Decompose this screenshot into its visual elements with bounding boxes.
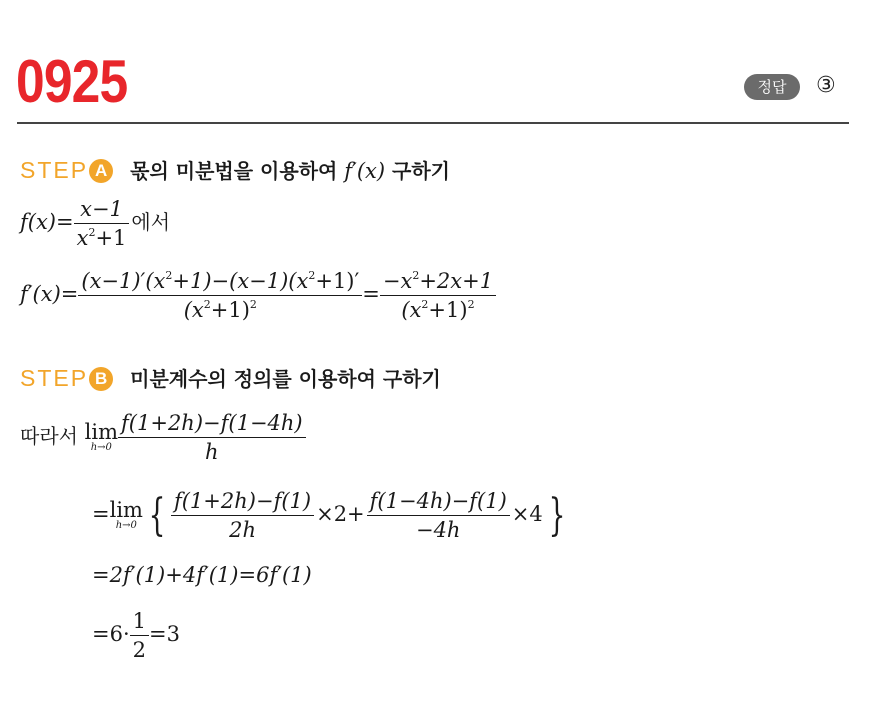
line2-equals: = [362,282,380,306]
step-a-line1 [20,196,170,251]
step-b-line2 [92,488,571,543]
line-b2-fraction-2 [367,488,510,543]
line-b4-den: 2 [132,638,147,662]
step-b-line4 [92,608,180,663]
line-b1-limit: lim h→0 [84,419,119,453]
line1-fraction [74,196,130,251]
answer-badge: 정답 [744,74,800,100]
line2-lhs: f′(x)= [20,282,79,306]
step-a-title: 몫의 미분법을 이용하여 f′(x) 구하기 [130,159,450,183]
right-brace: } [548,489,566,541]
step-a-line2 [20,268,496,323]
line-b2-den2: −4h [415,518,461,542]
step-b-label: STEP B [20,365,113,391]
step-b-line1 [20,410,306,465]
line-b1-fraction [118,410,306,465]
line2-fraction-1 [78,268,362,323]
left-brace: { [148,489,166,541]
step-a-title-math: f′(x) [344,159,386,183]
step-a-label: STEP A [20,157,113,183]
line-b2-equals: = [92,502,110,526]
line-b2-den1: 2h [229,518,256,542]
line-b2-mid: ×2+ [316,502,365,526]
line-b2-num1: f(1+2h)−f(1) [171,488,314,516]
line1-den: $x^2+1$ [76,226,127,250]
step-b-line3: =2f′(1)+4f′(1)=6f′(1) [92,563,312,587]
step-b-title: 미분계수의 정의를 이용하여 구하기 [130,367,441,391]
step-a-heading [20,156,450,185]
line-b1-den: h [205,440,219,464]
line-b2-limit: lim h→0 [109,497,143,531]
step-a-letter: A [89,159,113,183]
line-b1-num: f(1+2h)−f(1−4h) [118,410,306,438]
line-b4-post: =3 [149,622,180,646]
line2-fraction-2 [380,268,496,323]
line-b4-num: 1 [130,608,149,636]
line2-den2: $(x^2+1)^2$ [401,298,475,322]
line-b2-fraction-1 [171,488,314,543]
step-b-letter: B [89,367,113,391]
line-b1-prefix: 따라서 [20,424,78,448]
line2-num1: $(x-1)'(x^2+1)-(x-1)(x^2+1)'$ [78,268,362,296]
line-b2-num2: f(1−4h)−f(1) [367,488,510,516]
line2-num2: $-x^2+2x+1$ [380,268,496,296]
step-b-heading [20,364,441,393]
answer-value: ③ [816,73,836,98]
line-b2-tail: ×4 [511,502,543,526]
header-divider [17,122,849,124]
line2-den1: $(x^2+1)^2$ [183,298,257,322]
line1-suffix: 에서 [131,210,171,234]
line1-lhs: f(x)= [20,210,74,234]
line-b4-pre: =6· [92,622,130,646]
line-b4-fraction [130,608,149,663]
line1-num: x−1 [74,196,130,224]
problem-number: 0925 [16,48,128,115]
